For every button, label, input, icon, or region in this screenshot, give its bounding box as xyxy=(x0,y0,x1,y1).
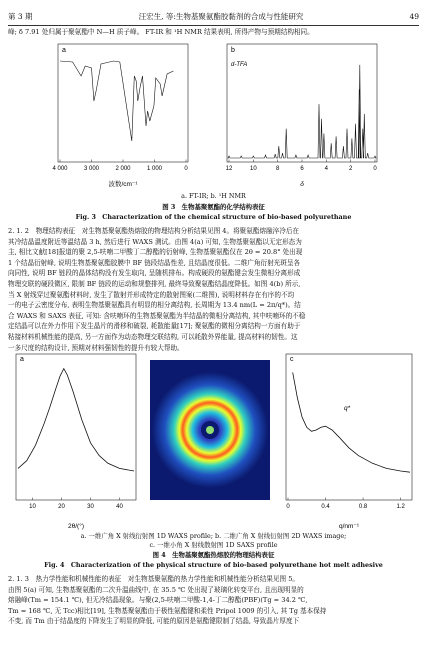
text-line: 物理交联的硬段微区, 限制 BF 链段的运动和规整排列, 最终导致聚氨酯结晶度降低。如图 4(b) 所示, xyxy=(8,279,301,288)
text-line: 粘接材料机械性能的提高, 另一方面作为动态物理交联结构, 可以耗散外界能量, 提高材料的韧性。这 xyxy=(8,332,298,341)
text-line: 2. 1. 2 物理结构表征 对生物基聚氨酯热熔胶的物理结构分析结果见图 4。将聚氨酯熔融淬冷后在 xyxy=(8,227,300,235)
figure-3 xyxy=(0,40,427,190)
figure-4 xyxy=(0,352,427,532)
x-axis-ticks xyxy=(29,498,123,511)
text-line: 合 WAXS 和 SAXS 表征, 可知: 含呋喃环的生物基聚氨酯为半结晶的微相分离结构, 其中呋喃环的不稳 xyxy=(8,311,306,320)
x-tick-label: 0 xyxy=(373,166,377,172)
x-axis-label: δ xyxy=(300,181,304,188)
x-tick-label: 1.2 xyxy=(396,504,405,510)
text-line: 其冷结晶温度附近等温结晶 3 h, 然后进行 WAXS 测试。由图 4(a) 可知, 生物基聚氨酯以无定形态为 xyxy=(8,237,302,246)
running-header xyxy=(8,9,419,26)
x-tick-label: 10 xyxy=(29,504,36,510)
x-axis-ticks xyxy=(52,160,188,173)
text-line: 一的电子云密度分布, 表明生物基聚氨酯具有明显的相分离结构, 长周期为 13.4 nm(L = 2π/q*)。结 xyxy=(8,301,301,310)
figure-4-caption-en: Fig. 4 Characterization of the physical structure of bio-based polyurethane hot melt adhesive xyxy=(44,561,383,569)
text-line: 由图 5(a) 可知, 生物基聚氨酯的二次升温曲线中, 在 35.5 ℃ 处出现了玻璃化转变平台, 且出现明显的 xyxy=(8,585,304,594)
x-axis-label: 波数/cm⁻¹ xyxy=(108,181,138,188)
text-line: 不变, 而 Tm 由于结晶度的下降发生了明显的降低, 可能的原因是氨酯键限制了结晶, 导致晶片厚度下 xyxy=(8,617,300,626)
panel-label: a xyxy=(62,47,66,54)
x-axis-ticks xyxy=(286,498,405,511)
x-tick-label: 30 xyxy=(87,504,94,510)
text-line: 峰; δ 7.91 处归属于聚氨酯中 N—H 质子峰。 FT-IR 和 ¹H NMR 结果表明, 所得产物与预期结构相同。 xyxy=(8,28,314,36)
x-tick-label: 0 xyxy=(286,504,290,510)
x-tick-label: 3 000 xyxy=(83,166,100,172)
nmr-spectrum-line xyxy=(228,65,376,158)
x-axis-label: q/nm⁻¹ xyxy=(338,523,360,530)
panel-label: c xyxy=(290,356,294,363)
figure-4-subcaption-2: c. 一维小角 X 射线散射图 1D SAXS profile xyxy=(149,541,278,549)
text-line: 1 个结晶衍射峰, 说明生物基聚氨酯胶膜中 BF 链段结晶性差, 且结晶度很低。二维广角衍射光斑呈各 xyxy=(8,258,301,267)
section-2-1-3 xyxy=(8,574,419,627)
waxs-2d-image xyxy=(150,360,270,500)
ftir-spectrum-line xyxy=(60,61,173,141)
x-tick-label: 4 000 xyxy=(52,166,68,172)
x-tick-label: 10 xyxy=(249,166,257,172)
solvent-label: d-TFA xyxy=(231,62,248,68)
figure-4-caption-cn: 图 4 生物基聚氨酯热熔胶的物理结构表征 xyxy=(152,551,275,559)
beam-center xyxy=(206,426,214,434)
text-line: 向同性, 说明 BF 链段的晶体结构没有发生取向, 呈随机排布。构成硬段的氨酯键会发生微相分离形成 xyxy=(8,269,301,278)
x-tick-label: 12 xyxy=(225,166,233,172)
x-tick-label: 8 xyxy=(275,166,280,172)
x-tick-label: 2 xyxy=(348,166,353,172)
running-title: 汪宏生, 等:生物基聚氨酯胶黏剂的合成与性能研究 xyxy=(138,11,304,21)
saxs-profile-line xyxy=(293,372,410,472)
text-line: 当 X 射线穿过聚氨酯材料时, 发生了散射并形成特定的散射图案(二维图), 说明材料存在有序的不均 xyxy=(8,290,295,299)
x-tick-label: 40 xyxy=(116,504,123,510)
panel-label: b xyxy=(231,47,235,54)
plot-frame xyxy=(58,44,188,162)
text-line: Tm = 168 ℃, 无 Tcc)相比[19], 生物基聚氨酯由于极性氨酯键和柔性 Pripol 1009 的引入, 其 Tg 基本保持 xyxy=(8,606,327,615)
text-line: 主, 相比文献[18]报道的聚 2,5-呋喃二甲酸丁二醇酯的衍射峰, 生物基聚氨酯仅在 2θ = 20.8° 处出现 xyxy=(8,248,303,257)
x-tick-label: 2 000 xyxy=(115,166,131,172)
x-tick-label: 6 xyxy=(300,166,304,172)
figure-4-subcaption-1: a. 一维广角 X 射线衍射图 1D WAXS profile; b. 二维广角 X 射线衍射图 2D WAXS image; xyxy=(80,532,347,540)
figure-3-caption-en: Fig. 3 Characterization of the chemical structure of bio-based polyurethane xyxy=(75,213,352,221)
text-line: 2. 1. 3 热力学性能和机械性能的表征 对生物基聚氨酯的热力学性能和机械性能分析结果见图 5。 xyxy=(8,575,300,583)
x-tick-label: 1 000 xyxy=(146,166,163,172)
paragraph-top xyxy=(8,27,419,38)
plot-frame xyxy=(227,44,377,162)
x-tick-label: 4 xyxy=(324,166,329,172)
waxs-profile-line xyxy=(18,369,134,471)
text-line: 熔融峰(Tm = 154.1 ℃), 但无冷结晶现象。与聚(2,5-呋喃二甲酸-1,4-丁二醇酯(PBF)(Tg = 34.2 ℃, xyxy=(8,596,308,605)
peak-label: q* xyxy=(344,405,351,412)
x-tick-label: 0.4 xyxy=(321,504,330,510)
x-tick-label: 20 xyxy=(58,504,65,510)
page-number: 49 xyxy=(409,11,419,21)
section-2-1-2 xyxy=(8,226,419,353)
figure-3-caption-cn: 图 3 生物基聚氨酯的化学结构表征 xyxy=(162,203,265,211)
panel-label: a xyxy=(20,356,24,363)
text-line: 定结晶可以在外力作用下发生晶片的滑移和破裂, 耗散能量[17]; 聚氨酯的微相分离结构一方面有助于 xyxy=(8,322,301,331)
plot-frame xyxy=(286,354,412,500)
x-tick-label: 0.8 xyxy=(358,504,368,510)
issue-number: 第 3 期 xyxy=(8,11,33,21)
text-line: 一多尺度的结构设计, 预期对材料强韧性的提升有较大帮助。 xyxy=(8,343,184,352)
x-tick-label: 0 xyxy=(184,166,188,172)
x-axis-ticks xyxy=(226,160,378,173)
plot-frame xyxy=(16,354,136,500)
x-axis-label: 2θ/(°) xyxy=(68,523,84,530)
figure-3-subcaption: a. FT-IR; b. ¹H NMR xyxy=(181,192,246,200)
